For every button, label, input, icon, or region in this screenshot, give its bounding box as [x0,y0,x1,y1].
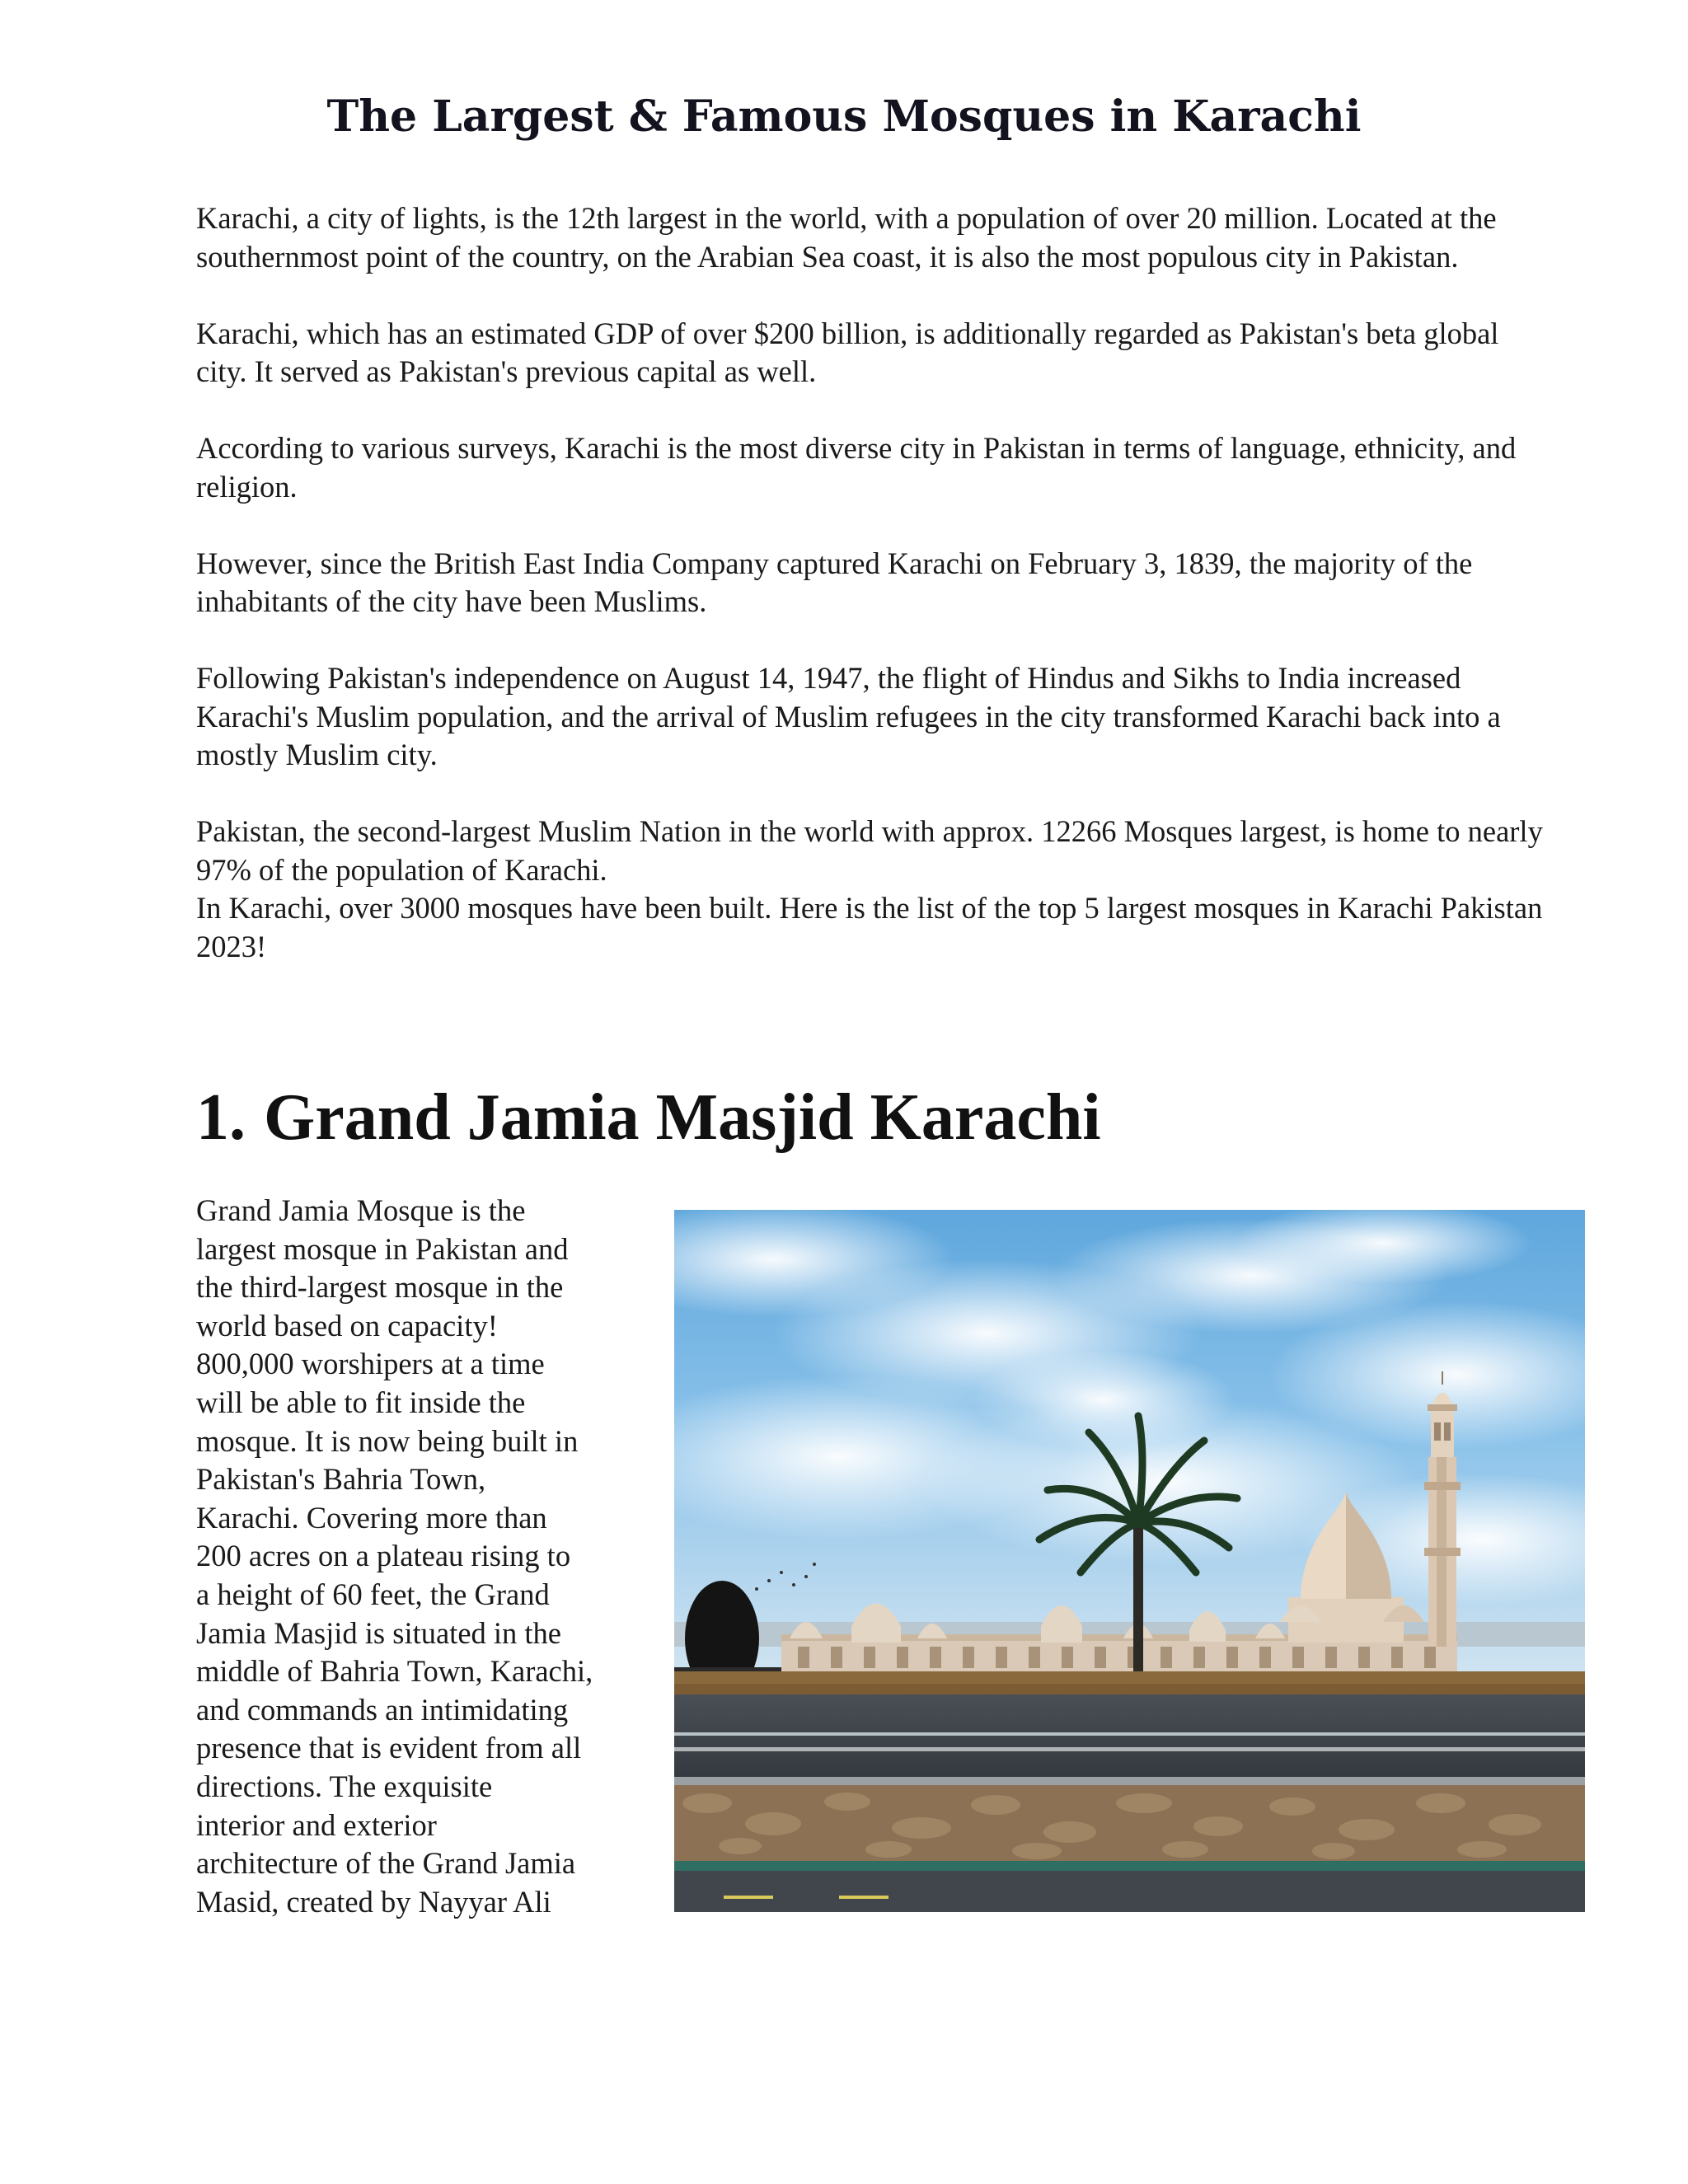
mosque-photo-illustration [674,1210,1585,1912]
section-heading [196,1078,1101,1157]
body-text-line: 800,000 worshipers at a time [196,1347,545,1381]
body-text-line: largest mosque in Pakistan and [196,1231,569,1266]
body-text-line: will be able to fit inside the [196,1385,526,1419]
intro-paragraph: According to various surveys, Karachi is the most diverse city in Pakistan in terms of language, ethnicity, and religion. [196,431,1517,504]
body-text-line: mosque. It is now being built in [196,1423,579,1458]
body-text-line: world based on capacity! [196,1308,498,1343]
body-text-line: Jamia Masjid is situated in the [196,1615,562,1650]
body-text-line: architecture of the Grand Jamia [196,1846,576,1881]
body-text-line: 200 acres on a plateau rising to [196,1539,571,1573]
body-text-line: directions. The exquisite [196,1769,493,1803]
document-title: The Largest & Famous Mosques in Karachi [326,91,1362,142]
body-text-line: interior and exterior [196,1807,437,1842]
body-text-line: Masid, created by Nayyar Ali [196,1884,551,1919]
intro-paragraph: Karachi, which has an estimated GDP of over $200 billion, is additionally regarded as Pakistan's beta global city. It served as Pakistan's previous capital as well. [196,316,1499,388]
intro-section [196,199,1548,966]
body-text-line: Grand Jamia Mosque is the [196,1193,526,1227]
body-text-line: presence that is evident from all [196,1731,582,1765]
intro-paragraph: Karachi, a city of lights, is the 12th largest in the world, with a population of over 20 million. Located at the southernmost point of the country, on the Arabian Sea coast, it is also the most populous city in Pakistan. [196,201,1497,274]
intro-paragraph: Pakistan, the second-largest Muslim Nation in the world with approx. 12266 Mosques largest, is home to nearly 97% of the population of Karachi. [196,814,1543,887]
body-text-line: the third-largest mosque in the [196,1270,564,1305]
section-number: 1. [196,1081,246,1154]
section-title: Grand Jamia Masjid Karachi [264,1081,1101,1154]
body-text-line: a height of 60 feet, the Grand [196,1577,550,1611]
body-text-line: Karachi. Covering more than [196,1500,547,1535]
intro-paragraph: However, since the British East India Company captured Karachi on February 3, 1839, the majority of the inhabitants of the city have been Muslims. [196,546,1473,618]
intro-paragraph: Following Pakistan's independence on August 14, 1947, the flight of Hindus and Sikhs to India increased Karachi's Muslim population, and the arrival of Muslim refugees in the city transformed Karachi back into a mostly Muslim city. [196,661,1501,771]
section-body-text [196,1192,658,1921]
mosque-photo [674,1210,1585,1912]
intro-paragraph: In Karachi, over 3000 mosques have been built. Here is the list of the top 5 largest mosques in Karachi Pakistan 2023! [196,891,1543,963]
body-text-line: Pakistan's Bahria Town, [196,1462,486,1497]
body-text-line: and commands an intimidating [196,1692,569,1727]
body-text-line: middle of Bahria Town, Karachi, [196,1654,593,1689]
